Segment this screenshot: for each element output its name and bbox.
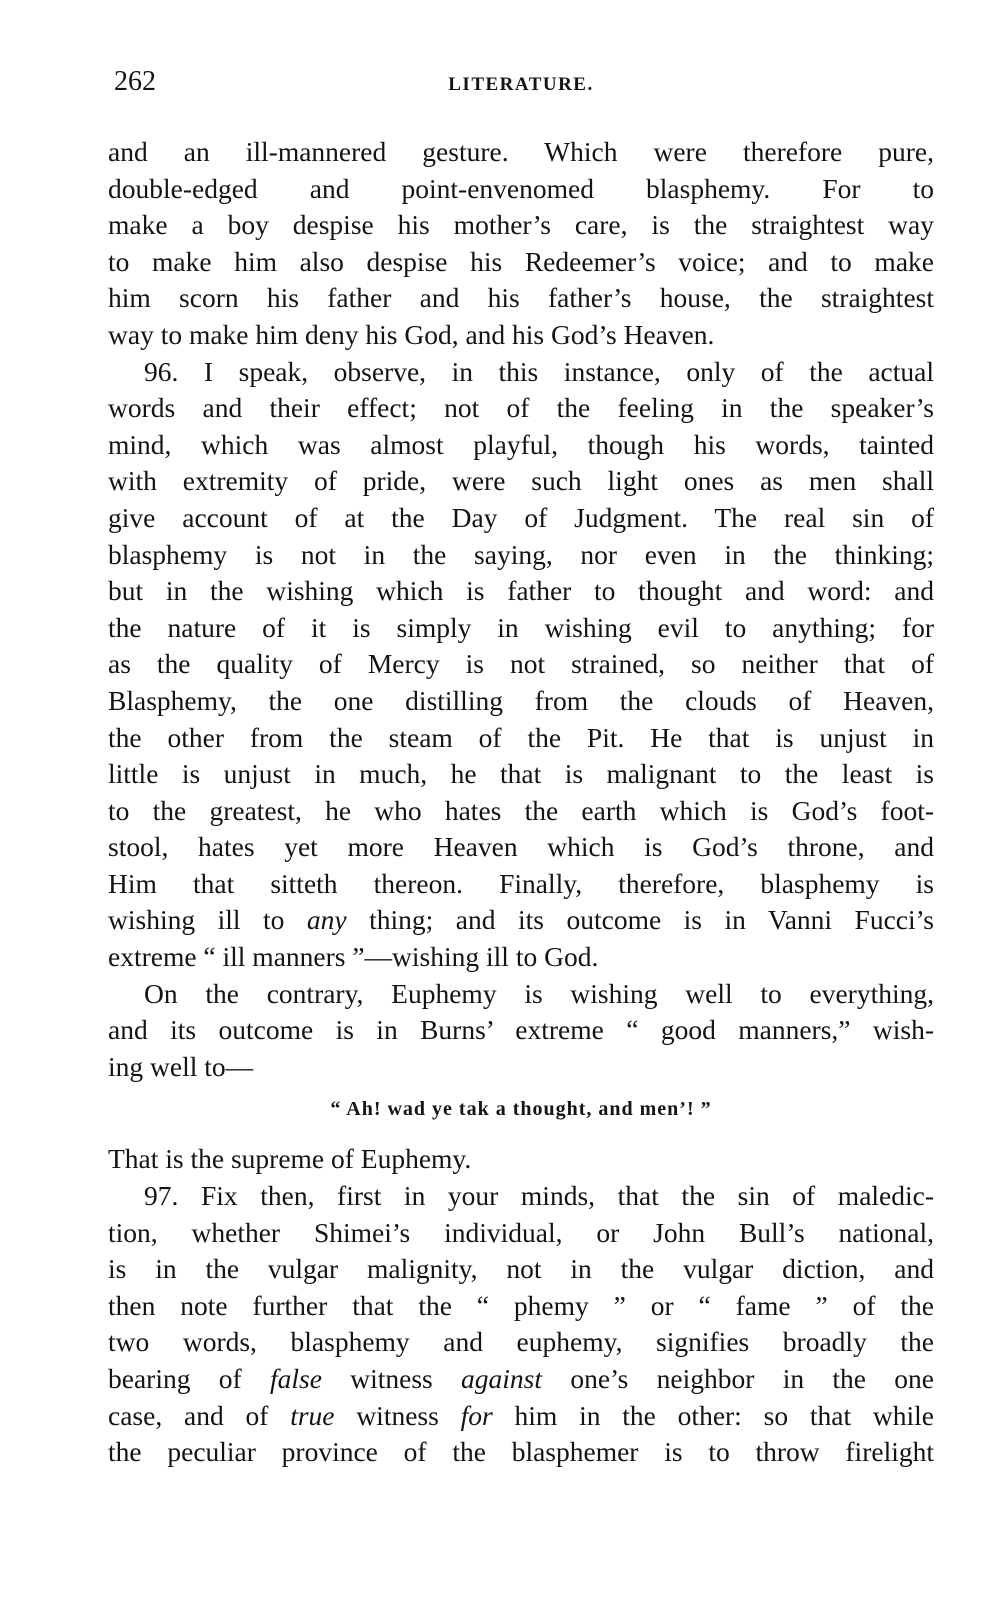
text-line: extreme “ ill manners ”—wishing ill to God. (108, 941, 599, 973)
text-line: blasphemy is not in the saying, nor even in the thinking; (108, 538, 934, 570)
running-head: LITERATURE. (448, 74, 594, 95)
text-segment: him in the other: so that while (492, 1399, 935, 1431)
burns-quotation: “ Ah! wad ye tak a thought, and men’! ” (330, 1098, 712, 1121)
text-segment: wishing ill to (108, 904, 307, 936)
body-text (108, 134, 934, 1471)
text-line: to make him also despise his Redeemer’s voice; and to make (108, 245, 934, 277)
text-line: make a boy despise his mother’s care, is the straightest way (108, 209, 934, 241)
text-line: with extremity of pride, were such light ones as men shall (108, 465, 934, 497)
paragraph-euphemy-start: On the contrary, Euphemy is wishing well to everything, (144, 977, 934, 1009)
text-segment: witness (321, 1363, 462, 1394)
text-line-any (108, 902, 934, 939)
text-line: but in the wishing which is father to thought and word: and (108, 575, 934, 607)
italic-false: false (269, 1363, 322, 1394)
text-line: to the greatest, he who hates the earth which is God’s foot- (108, 794, 934, 826)
text-line: and its outcome is in Burns’ extreme “ good manners,” wish- (108, 1014, 934, 1046)
paragraph-96-start: 96. I speak, observe, in this instance, only of the actual (144, 355, 934, 387)
text-line: little is unjust in much, he that is malignant to the least is (108, 758, 934, 790)
page-header (108, 66, 934, 106)
text-line: tion, whether Shimei’s individual, or John Bull’s national, (108, 1216, 934, 1248)
text-segment: witness (334, 1399, 461, 1431)
text-segment: one’s neighbor in the one (542, 1363, 935, 1394)
text-line: the peculiar province of the blasphemer is to throw firelight (108, 1436, 934, 1468)
text-line: is in the vulgar malignity, not in the vulgar diction, and (108, 1253, 934, 1285)
text-segment: case, and of (108, 1399, 291, 1431)
paragraph-97-start: 97. Fix then, first in your minds, that the sin of maledic- (144, 1180, 934, 1212)
text-segment: thing; and its outcome is in Vanni Fucci’s (346, 904, 934, 936)
text-line: the nature of it is simply in wishing evil to anything; for (108, 611, 934, 643)
page-number: 262 (114, 66, 156, 97)
text-line-false (108, 1361, 934, 1398)
text-line: words and their effect; not of the feeling in the speaker’s (108, 392, 934, 424)
text-line: give account of at the Day of Judgment. The real sin of (108, 501, 934, 533)
text-line: ing well to— (108, 1050, 254, 1082)
text-line: Blasphemy, the one distilling from the clouds of Heaven, (108, 684, 934, 716)
text-line: double-edged and point-envenomed blasphemy. For to (108, 172, 934, 204)
italic-for: for (460, 1399, 493, 1431)
text-line: two words, blasphemy and euphemy, signifies broadly the (108, 1326, 934, 1358)
text-line-true (108, 1398, 934, 1435)
text-line: him scorn his father and his father’s house, the straightest (108, 282, 934, 314)
italic-true: true (290, 1399, 335, 1431)
text-line: That is the supreme of Euphemy. (108, 1143, 472, 1175)
text-line: stool, hates yet more Heaven which is God’s throne, and (108, 831, 934, 863)
italic-against: against (461, 1363, 543, 1394)
text-line: Him that sitteth thereon. Finally, therefore, blasphemy is (108, 867, 934, 899)
text-segment: bearing of (108, 1363, 270, 1394)
text-line: then note further that the “ phemy ” or “ fame ” of the (108, 1289, 934, 1321)
italic-any: any (306, 904, 347, 936)
text-line: the other from the steam of the Pit. He that is unjust in (108, 721, 934, 753)
text-line: mind, which was almost playful, though his words, tainted (108, 428, 934, 460)
text-line: way to make him deny his God, and his God’s Heaven. (108, 318, 715, 350)
text-line: and an ill-mannered gesture. Which were therefore pure, (108, 136, 934, 167)
text-line: as the quality of Mercy is not strained, so neither that of (108, 648, 934, 680)
